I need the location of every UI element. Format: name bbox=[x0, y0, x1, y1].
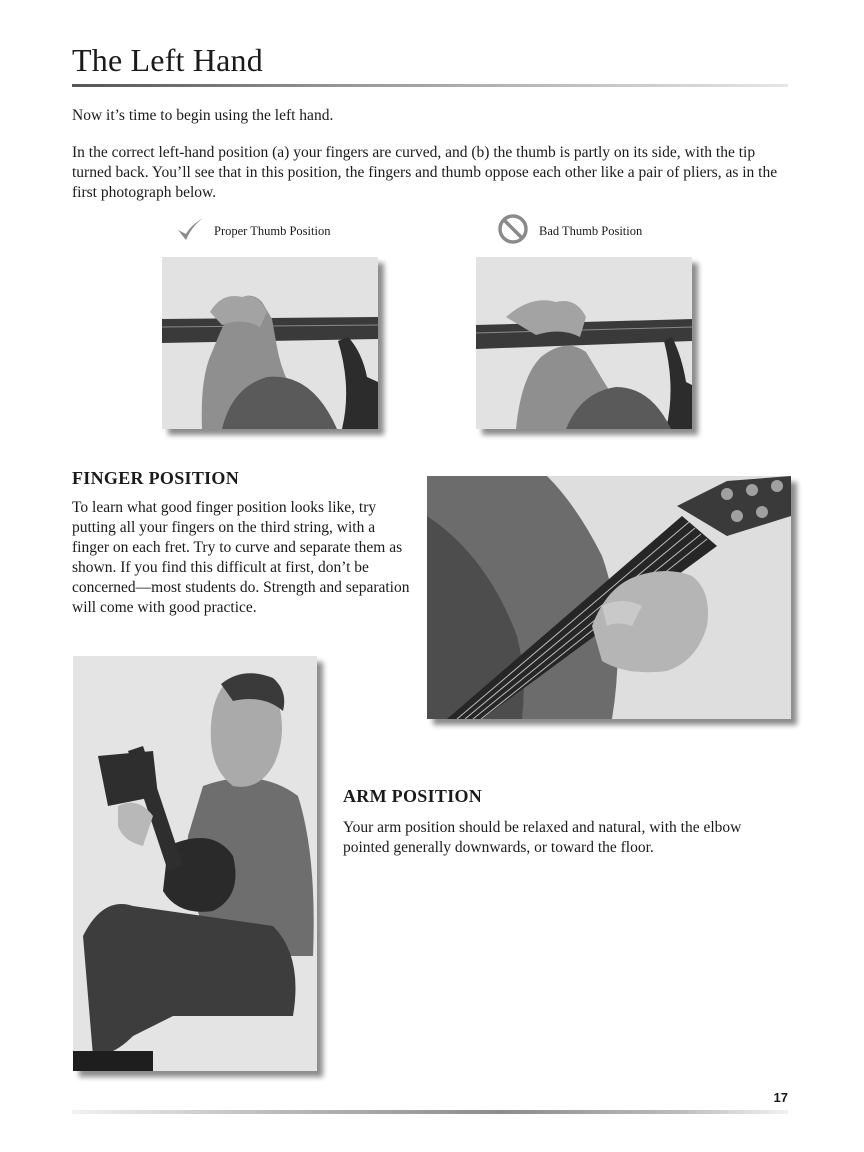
finger-position-heading: FINGER POSITION bbox=[72, 468, 240, 488]
proper-thumb-photo bbox=[162, 257, 378, 429]
prohibited-icon bbox=[497, 213, 529, 249]
footer-rule bbox=[72, 1110, 788, 1114]
proper-thumb-label: Proper Thumb Position bbox=[214, 223, 331, 238]
arm-position-heading: ARM POSITION bbox=[343, 786, 483, 806]
bad-thumb-photo bbox=[476, 257, 692, 429]
page-number: 17 bbox=[773, 1090, 788, 1105]
intro-paragraph: Now it’s time to begin using the left hand. bbox=[72, 107, 334, 124]
description-paragraph: In the correct left-hand position (a) your fingers are curved, and (b) the thumb is partly on its side, with the tip turned back. You’ll see that in this position, the fingers and thumb oppose each other like a pair of pliers, as in the first photograph below. bbox=[72, 144, 778, 201]
arm-position-paragraph: Your arm position should be relaxed and natural, with the elbow pointed generally downwards, or toward the floor. bbox=[343, 819, 742, 856]
checkmark-icon bbox=[176, 216, 204, 246]
arm-position-photo bbox=[73, 656, 317, 1071]
bad-thumb-label: Bad Thumb Position bbox=[539, 223, 643, 238]
title-underline bbox=[72, 84, 788, 87]
proper-thumb-caption bbox=[176, 216, 330, 246]
finger-position-paragraph: To learn what good finger position looks like, try putting all your fingers on the third string, with a finger on each fret. Try to curve and separate them as shown. If you find this difficult at first, don’t be concerned—most students do. Strength and separation will come with good practice. bbox=[72, 499, 410, 616]
finger-position-photo bbox=[427, 476, 791, 719]
bad-thumb-caption bbox=[497, 216, 642, 246]
page-title: The Left Hand bbox=[72, 42, 263, 78]
